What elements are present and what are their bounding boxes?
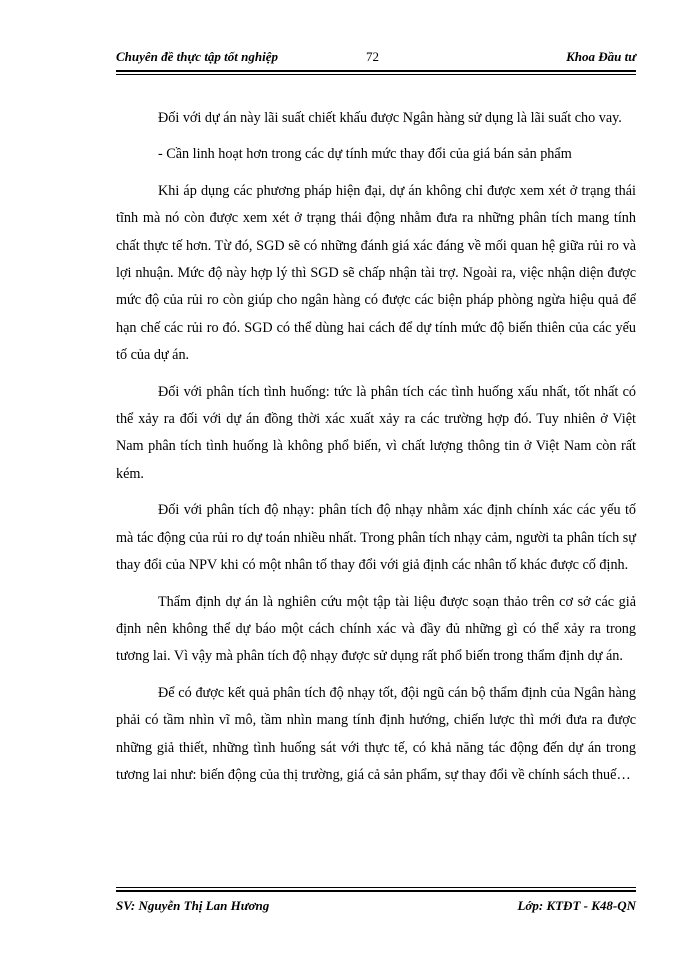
paragraph: Thẩm định dự án là nghiên cứu một tập tài liệu được soạn thảo trên cơ sở các giả định nên không thể dự báo một cách chính xác và đầy đủ những gì có thể xảy ra trong tương lai. Vì vậy mà phân tích độ nhạy được sử dụng rất phổ biến trong thẩm định dự án. <box>116 593 636 665</box>
page-body <box>116 105 636 798</box>
header-title: Chuyên đề thực tập tốt nghiệp <box>116 49 278 64</box>
page-header <box>116 48 636 72</box>
header-department: Khoa Đầu tư <box>566 49 636 64</box>
paragraph: Khi áp dụng các phương pháp hiện đại, dự án không chỉ được xem xét ở trạng thái tĩnh mà nó còn được xem xét ở trạng thái động nhằm đưa ra những phân tích mang tính chất thực tế hơn. Từ đó, SGD sẽ có những đánh giá xác đáng về mối quan hệ giữa rủi ro và lợi nhuận. Mức độ này hợp lý thì SGD sẽ chấp nhận tài trợ. Ngoài ra, việc nhận diện được mức độ của rủi ro còn giúp cho ngân hàng có được các biện pháp phòng ngừa hiệu quả để hạn chế các rủi ro đó. SGD có thể dùng hai cách để dự tính mức độ biến thiên của các yếu tố của dự án. <box>116 182 636 364</box>
footer-student: SV: Nguyễn Thị Lan Hương <box>116 898 270 913</box>
paragraph: Đối với phân tích độ nhạy: phân tích độ nhạy nhằm xác định chính xác các yếu tố mà tác động của rủi ro dự toán nhiều nhất. Trong phân tích nhạy cảm, người ta phân tích sự thay đổi của NPV khi có một nhân tố thay đổi với giả định các nhân tố khác được cố định. <box>116 502 636 574</box>
paragraph: Để có được kết quả phân tích độ nhạy tốt, đội ngũ cán bộ thẩm định của Ngân hàng phải có tầm nhìn vĩ mô, tầm nhìn mang tính định hướng, chiến lược thì mới đưa ra được những giả thiết, những tình huống sát với thực tế, có khả năng tác động đến dự án trong tương lai như: biến động của thị trường, giá cả sản phẩm, sự thay đổi về chính sách thuế… <box>116 684 636 783</box>
paragraph: - Cần linh hoạt hơn trong các dự tính mức thay đổi của giá bán sản phẩm <box>158 146 572 163</box>
paragraph: Đối với phân tích tình huống: tức là phân tích các tình huống xấu nhất, tốt nhất có thể xảy ra đối với dự án đồng thời xác xuất xảy ra các trường hợp đó. Tuy nhiên ở Việt Nam phân tích tình huống là không phổ biến, vì chất lượng thông tin ở Việt Nam còn rất kém. <box>116 383 636 482</box>
footer-class: Lớp: KTĐT - K48-QN <box>517 898 636 913</box>
page-number: 72 <box>366 49 379 64</box>
page-footer <box>116 890 636 916</box>
paragraph: Đối với dự án này lãi suất chiết khấu được Ngân hàng sử dụng là lãi suất cho vay. <box>158 110 622 126</box>
